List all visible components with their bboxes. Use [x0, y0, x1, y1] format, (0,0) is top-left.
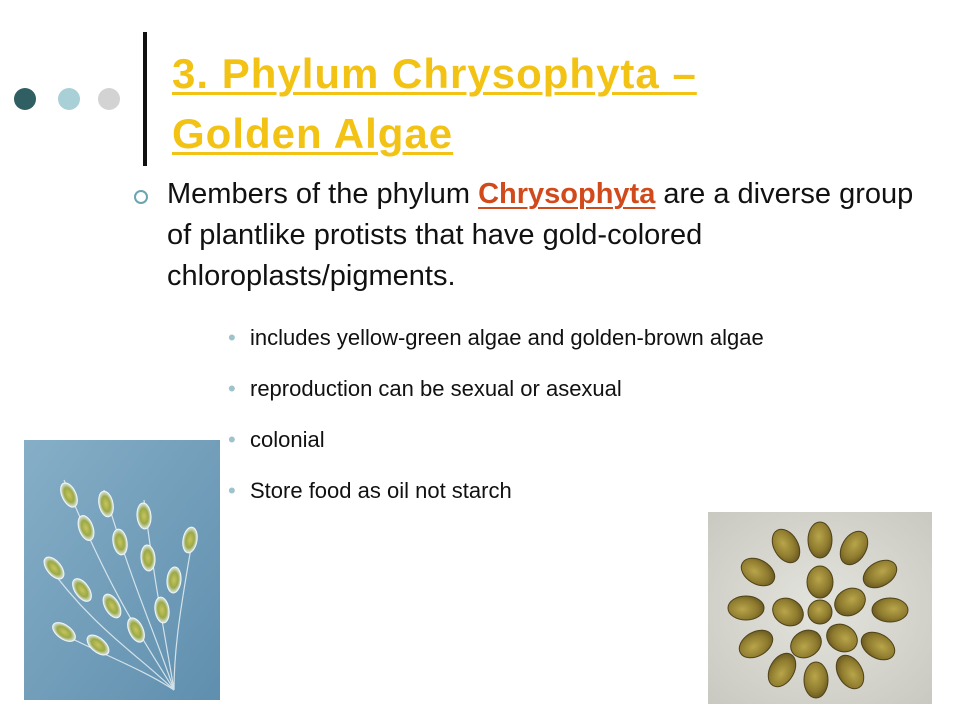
bullet-dot-icon: •: [228, 376, 236, 401]
sub-bullet-item: [228, 322, 918, 353]
decor-dot-mid: [58, 88, 80, 110]
sub-bullet-item: [228, 373, 918, 404]
bullet-dot-icon: •: [228, 478, 236, 503]
bullet-ring-icon: [134, 190, 148, 204]
title-divider: [143, 32, 147, 166]
chrysophyta-link[interactable]: Chrysophyta: [478, 178, 656, 210]
bullet-dot-icon: •: [228, 427, 236, 452]
title-link-line2[interactable]: Golden Algae: [172, 110, 454, 157]
sub-bullet-text: Store food as oil not starch: [250, 478, 512, 503]
dinobryon-photo: [24, 440, 220, 700]
sub-bullet-item: [228, 424, 918, 455]
sub-bullet-list: [228, 322, 918, 526]
sub-bullet-text: reproduction can be sexual or asexual: [250, 376, 622, 401]
main-bullet-text-start: Members of the phylum: [167, 178, 479, 210]
sub-bullet-text: includes yellow-green algae and golden-brown algae: [250, 325, 764, 350]
decor-dot-dark: [14, 88, 36, 110]
bullet-dot-icon: •: [228, 325, 236, 350]
sub-bullet-text: colonial: [250, 427, 325, 452]
title-link-line1[interactable]: 3. Phylum Chrysophyta –: [172, 50, 697, 97]
sub-bullet-item: [228, 475, 918, 506]
main-bullet-text: [167, 174, 934, 297]
main-bullet: [134, 174, 934, 297]
slide-title[interactable]: [172, 44, 942, 164]
decor-dot-light: [98, 88, 120, 110]
synura-colony-photo: [708, 512, 932, 704]
main-bullet-text-end: are a diverse group of plantlike protists that have gold-colored chloroplasts/pigments.: [167, 178, 914, 292]
